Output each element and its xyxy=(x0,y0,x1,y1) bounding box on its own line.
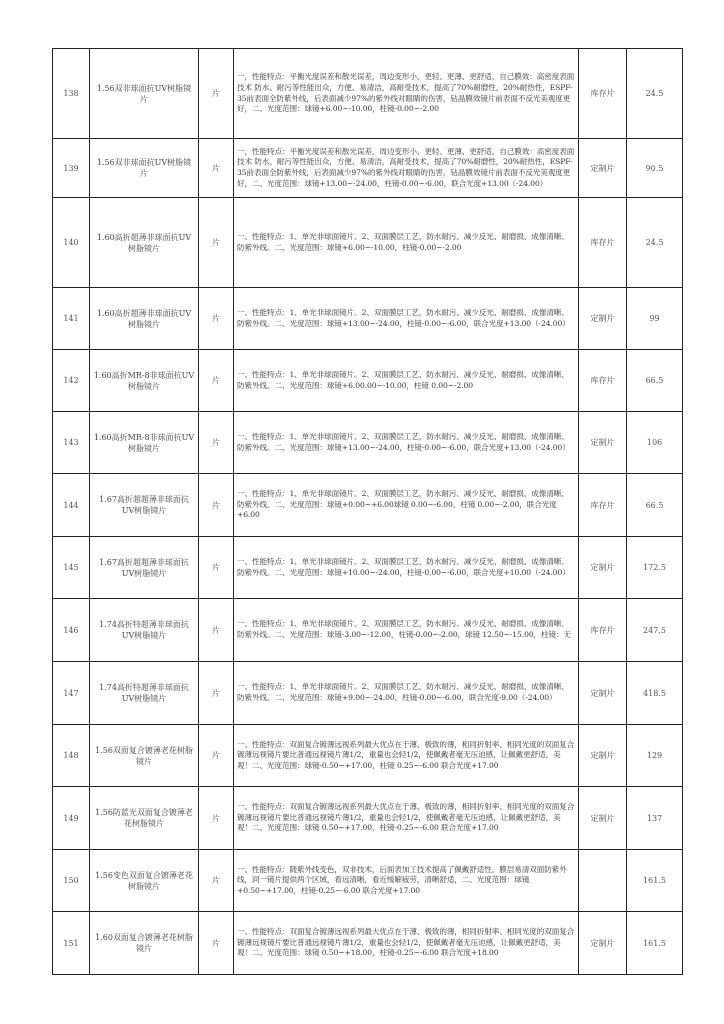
table-row xyxy=(53,412,683,474)
price: 161.5 xyxy=(627,850,683,912)
table-row xyxy=(53,912,683,975)
row-number: 142 xyxy=(53,350,90,412)
table-row xyxy=(53,474,683,537)
unit: 片 xyxy=(199,288,234,350)
lens-type: 定制片 xyxy=(579,725,627,787)
price: 24.5 xyxy=(627,49,683,139)
row-number: 145 xyxy=(53,537,90,599)
lens-price-table xyxy=(52,48,683,975)
unit: 片 xyxy=(199,787,234,850)
product-description: 一、性能特点：双面复合镀薄远视系列最大优点在于薄、极致的薄，相同折射率、相同光度的双面复合镀薄远视镜片要比普通远视镜片薄1/2，重量也会轻1/2，使佩戴者毫无压迫感，让佩戴更舒适，美观！二、光度范围：球镜-0.50~+17.00，柱镜 0.25~-6.00 联合光度+17.00 xyxy=(234,725,579,787)
price: 247.5 xyxy=(627,599,683,662)
lens-type: 定制片 xyxy=(579,912,627,975)
lens-type: 定制片 xyxy=(579,787,627,850)
table-row xyxy=(53,288,683,350)
table-row xyxy=(53,725,683,787)
lens-type: 定制片 xyxy=(579,412,627,474)
price: 129 xyxy=(627,725,683,787)
product-description: 一、性能特点：1、单光非球面镜片。2、双面膜层工艺，防水耐污、减少反光、耐磨损、成像清晰、防紫外线。二、光度范围：球镜+0.00~+6.00球镜 0.00~-6.00，柱镜 0.00~-2.00，联合光度+6.00 xyxy=(234,474,579,537)
table-row xyxy=(53,139,683,198)
product-description: 一、性能特点：1、单光非球面镜片。2、双面膜层工艺，防水耐污、减少反光、耐磨损、成像清晰、防紫外线。二、光度范围：球镜+10.00~-24.00，柱镜-0.00~-6.00，联合光度+10.00（-24.00） xyxy=(234,537,579,599)
row-number: 140 xyxy=(53,198,90,288)
table-row xyxy=(53,350,683,412)
product-name: 1.74高折特超薄非球面抗UV树脂镜片 xyxy=(90,599,199,662)
product-name: 1.56双非球面抗UV树脂镜片 xyxy=(90,49,199,139)
row-number: 138 xyxy=(53,49,90,139)
product-description: 一、性能特点：1、单光非球面镜片。2、双面膜层工艺，防水耐污、减少反光、耐磨损、成像清晰、防紫外线。二、光度范围：球镜+13.00~-24.00，柱镜-0.00~-6.00，联合光度+13.00（-24.00） xyxy=(234,288,579,350)
lens-type: 库存片 xyxy=(579,474,627,537)
table-row xyxy=(53,49,683,139)
lens-type: 定制片 xyxy=(579,288,627,350)
row-number: 151 xyxy=(53,912,90,975)
row-number: 141 xyxy=(53,288,90,350)
unit: 片 xyxy=(199,537,234,599)
unit: 片 xyxy=(199,662,234,725)
row-number: 147 xyxy=(53,662,90,725)
product-name: 1.74高折特超薄非球面抗UV树脂镜片 xyxy=(90,662,199,725)
unit: 片 xyxy=(199,412,234,474)
unit: 片 xyxy=(199,850,234,912)
unit: 片 xyxy=(199,599,234,662)
table-row xyxy=(53,537,683,599)
product-name: 1.56双面复合镀薄老花树脂镜片 xyxy=(90,725,199,787)
product-description: 一、性能特点：随紫外线变色，双非技术，后面表加工技术提高了佩戴舒适性，膜层易清双面防紫外线，同一镜片提供两个区域，看远清晰，看近缓解疲劳，清晰舒适，二、光度范围：球镜+0.50~+17.00，柱镜-0.25~-6.00 联合光度+17.00 xyxy=(234,850,579,912)
product-description: 一、性能特点：1、单光非球面镜片。2、双面膜层工艺，防水耐污、减少反光、耐磨损、成像清晰、防紫外线。二、光度范围：球镜+13.00~-24.00，柱镜-0.00~-6.00，联合光度+13.00（-24.00） xyxy=(234,412,579,474)
product-description: 一、性能特点：双面复合镀薄远视系列最大优点在于薄、极致的薄，相同折射率、相同光度的双面复合镀薄远视镜片要比普通远视镜片薄1/2，重量也会轻1/2，使佩戴者毫无压迫感，让佩戴更舒适，美观！二、光度范围：球镜 0.50~+18.00，柱镜-0.25~-6.00 联合光度+18.00 xyxy=(234,912,579,975)
row-number: 143 xyxy=(53,412,90,474)
product-name: 1.60高折超薄非球面抗UV树脂镜片 xyxy=(90,198,199,288)
unit: 片 xyxy=(199,139,234,198)
product-name: 1.60高折MR-8非球面抗UV树脂镜片 xyxy=(90,350,199,412)
product-name: 1.56双非球面抗UV树脂镜片 xyxy=(90,139,199,198)
table-row xyxy=(53,198,683,288)
product-description: 一、性能特点：双面复合镀薄远视系列最大优点在于薄、极致的薄，相同折射率、相同光度的双面复合镀薄远视镜片要比普通远视镜片薄1/2，重量也会轻1/2，使佩戴者毫无压迫感，让佩戴更舒适，美观！二、光度范围：球镜 0.50~+17.00，柱镜-0.25~-6.00 联合光度+17.00 xyxy=(234,787,579,850)
row-number: 139 xyxy=(53,139,90,198)
product-description: 一，性能特点：平衡光度误差和散光误差，周边变形小、更轻、更薄、更舒适，自己膜效：高密度表面技术 防水、耐污等性能出众，方便、易清洁，高耐受技术，提高了70%耐磨性，20%耐热性，ESPF-35前表面全防紫外线，后表面减少97%的紫外线对眼睛的伤害，钻晶膜效镜片前表面不反光美观度更好，二、光度范围：球镜+6.00~-10.00，柱镜-0.00~-2.00 xyxy=(234,49,579,139)
table-row xyxy=(53,599,683,662)
price: 66.5 xyxy=(627,350,683,412)
price: 172.5 xyxy=(627,537,683,599)
product-name: 1.60高折超薄非球面抗UV树脂镜片 xyxy=(90,288,199,350)
product-name: 1.67高折超超薄非球面抗UV树脂镜片 xyxy=(90,537,199,599)
row-number: 144 xyxy=(53,474,90,537)
price: 418.5 xyxy=(627,662,683,725)
price: 137 xyxy=(627,787,683,850)
product-name: 1.56变色双面复合镀薄老花树脂镜片 xyxy=(90,850,199,912)
row-number: 150 xyxy=(53,850,90,912)
lens-type: 库存片 xyxy=(579,198,627,288)
price: 99 xyxy=(627,288,683,350)
row-number: 149 xyxy=(53,787,90,850)
unit: 片 xyxy=(199,49,234,139)
product-description: 一、性能特点：1、单光非球面镜片。2、双面膜层工艺，防水耐污、减少反光、耐磨损、成像清晰、防紫外线。二、光度范围：球镜+6.00.00~-10.00，柱镜 0.00~-2.00 xyxy=(234,350,579,412)
lens-type: 库存片 xyxy=(579,350,627,412)
product-name: 1.60高折MR-8非球面抗UV树脂镜片 xyxy=(90,412,199,474)
product-name: 1.67高折超超薄非球面抗UV树脂镜片 xyxy=(90,474,199,537)
lens-type: 库存片 xyxy=(579,49,627,139)
product-name: 1.56防蓝光双面复合镀薄老花树脂镜片 xyxy=(90,787,199,850)
price: 90.5 xyxy=(627,139,683,198)
row-number: 146 xyxy=(53,599,90,662)
price: 106 xyxy=(627,412,683,474)
product-description: 一、性能特点：1、单光非球面镜片。2、双面膜层工艺，防水耐污、减少反光、耐磨损、成像清晰、防紫外线。二、光度范围：球镜+9.00~-24.00，柱镜-0.00~-6.00，联合光度-9.00（-24.00） xyxy=(234,662,579,725)
price: 161.5 xyxy=(627,912,683,975)
unit: 片 xyxy=(199,198,234,288)
table-row xyxy=(53,662,683,725)
unit: 片 xyxy=(199,474,234,537)
product-description: 一、性能特点：1、单光非球面镜片。2、双面膜层工艺，防水耐污、减少反光、耐磨损、成像清晰、防紫外线。二、光度范围：球镜+6.00~-10.00，柱镜-0.00~-2.00 xyxy=(234,198,579,288)
unit: 片 xyxy=(199,725,234,787)
lens-type xyxy=(579,850,627,912)
product-description: 一，性能特点：平衡光度误差和散光误差，周边变形小、更轻、更薄、更舒适，自己膜效：高密度表面技术 防水、耐污等性能出众，方便、易清洁，高耐受技术，提高了70%耐磨性，20%耐热性，ESPF-35前表面全防紫外线，后表面减少97%的紫外线对眼睛的伤害，钻晶膜效镜片前表面不反光美观度更好，二、光度范围：球镜+13.00~-24.00，柱镜-0.00~-6.00，联合光度+13.00（-24.00） xyxy=(234,139,579,198)
lens-type: 定制片 xyxy=(579,139,627,198)
price: 24.5 xyxy=(627,198,683,288)
unit: 片 xyxy=(199,912,234,975)
price: 66.5 xyxy=(627,474,683,537)
table-row xyxy=(53,850,683,912)
table-row xyxy=(53,787,683,850)
product-name: 1.60双面复合镀薄老花树脂镜片 xyxy=(90,912,199,975)
lens-type: 定制片 xyxy=(579,537,627,599)
row-number: 148 xyxy=(53,725,90,787)
unit: 片 xyxy=(199,350,234,412)
lens-type: 库存片 xyxy=(579,599,627,662)
lens-type: 定制片 xyxy=(579,662,627,725)
product-description: 一、性能特点：1、单光非球面镜片。2、双面膜层工艺，防水耐污、减少反光、耐磨损、成像清晰、防紫外线。二、光度范围：球镜-3.00~-12.00，柱镜-0.00~-2.00，球镜 12.50~-15.00，柱镜：无 xyxy=(234,599,579,662)
